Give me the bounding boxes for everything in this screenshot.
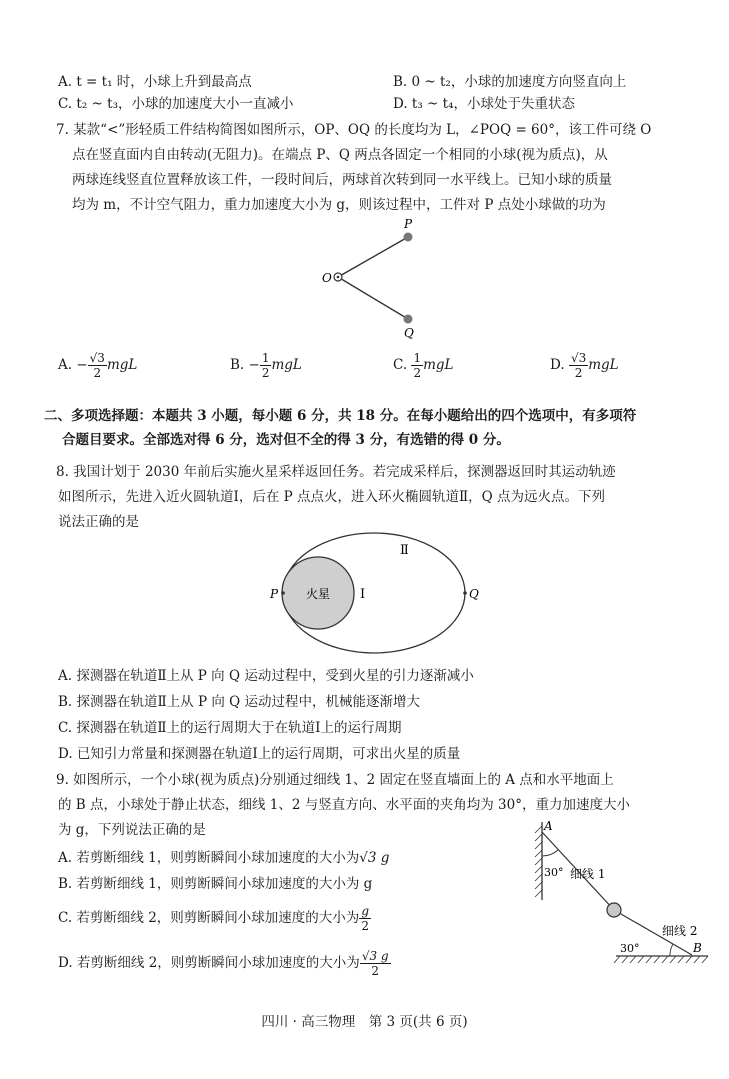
q9-stem-line-3: 为 g，下列说法正确的是 xyxy=(58,822,206,838)
label-orbit-i: Ⅰ xyxy=(360,587,366,602)
q7-stem-line-4: 均为 m，不计空气阻力，重力加速度大小为 g，则该过程中，工件对 P 点处小球做的功为 xyxy=(72,197,606,213)
q7-option-c: C. $\frac{1}{2}$ mgL xyxy=(393,351,454,380)
q6-option-c: C. t₂ ~ t₃，小球的加速度大小一直减小 xyxy=(58,96,294,112)
q9-stem-line-1: 9. 如图所示，一个小球(视为质点)分别通过细线 1、2 固定在竖直墙面上的 A 点和水平地面上 xyxy=(56,772,614,788)
q6-option-a: A. t = t₁ 时，小球上升到最高点 xyxy=(58,74,252,90)
q9-option-a: A. 若剪断细线 1，则剪断瞬间小球加速度的大小为√3 g xyxy=(58,850,390,866)
label-string-2: 细线 2 xyxy=(662,924,698,938)
label-p: P xyxy=(270,587,279,601)
q7-option-d: D. $\frac{√3}{2}$ mgL xyxy=(550,351,619,380)
angle-label-bottom: 30° xyxy=(620,942,640,955)
ball xyxy=(607,903,621,917)
label-string-1: 细线 1 xyxy=(570,867,606,881)
page-footer: 四川 · 高三物理 第 3 页(共 6 页) xyxy=(261,1014,468,1030)
q6-option-d: D. t₃ ~ t₄，小球处于失重状态 xyxy=(393,96,575,112)
q7-option-a: A. − $\frac{√3}{2}$ mgL xyxy=(58,351,138,380)
q7-lever-figure xyxy=(300,215,440,345)
q9-option-b: B. 若剪断细线 1，则剪断瞬间小球加速度的大小为 g xyxy=(58,876,373,892)
q7-stem-line-3: 两球连线竖直位置释放该工件，一段时间后，两球首次转到同一水平线上。已知小球的质量 xyxy=(72,172,612,188)
label-o: O xyxy=(322,271,332,285)
q8-option-d: D. 已知引力常量和探测器在轨道Ⅰ上的运行周期，可求出火星的质量 xyxy=(58,746,461,762)
section-2-heading-line-2: 合题目要求。全部选对得 6 分，选对但不全的得 3 分，有选错的得 0 分。 xyxy=(62,432,510,448)
angle-label-top: 30° xyxy=(544,866,564,879)
label-b: B xyxy=(693,941,702,955)
arm-op xyxy=(338,237,408,277)
q6-option-b: B. 0 ~ t₂，小球的加速度方向竖直向上 xyxy=(393,74,627,90)
arm-oq xyxy=(338,277,408,319)
label-p: P xyxy=(404,217,413,231)
point-p xyxy=(281,591,285,595)
q8-stem-line-2: 如图所示，先进入近火圆轨道Ⅰ，后在 P 点点火，进入环火椭圆轨道Ⅱ，Q 点为远火点。下列 xyxy=(58,489,606,505)
label-q: Q xyxy=(404,326,414,340)
q7-stem-line-2: 点在竖直面内自由转动(无阻力)。在端点 P、Q 两点各固定一个相同的小球(视为质点)，从 xyxy=(72,147,608,163)
q9-option-d: D. 若剪断细线 2，则剪断瞬间小球加速度的大小为 $\frac{√3 g}{2}$ xyxy=(58,949,389,978)
q7-option-b: B. − $\frac{1}{2}$ mgL xyxy=(230,351,302,380)
q8-option-c: C. 探测器在轨道Ⅱ上的运行周期大于在轨道Ⅰ上的运行周期 xyxy=(58,720,402,736)
ball-q xyxy=(404,315,413,324)
q9-string-figure xyxy=(522,818,712,968)
label-orbit-ii: Ⅱ xyxy=(400,543,409,558)
q8-orbit-figure xyxy=(262,524,482,656)
q8-option-a: A. 探测器在轨道Ⅱ上从 P 向 Q 运动过程中，受到火星的引力逐渐减小 xyxy=(58,668,474,684)
label-q: Q xyxy=(469,587,479,601)
section-2-heading-line-1: 二、多项选择题：本题共 3 小题，每小题 6 分，共 18 分。在每小题给出的四个选项中，有多项符 xyxy=(44,408,637,424)
q7-stem-line-1: 7. 某款“<”形轻质工件结构简图如图所示，OP、OQ 的长度均为 L，∠POQ = 60°，该工件可绕 O xyxy=(56,122,652,138)
label-mars: 火星 xyxy=(306,587,331,601)
ball-p xyxy=(404,233,413,242)
point-q xyxy=(463,591,467,595)
q9-stem-line-2: 的 B 点，小球处于静止状态，细线 1、2 与竖直方向、水平面的夹角均为 30°，重力加速度大小 xyxy=(58,797,630,813)
q8-stem-line-3: 说法正确的是 xyxy=(58,514,139,530)
label-a: A xyxy=(544,819,553,833)
q9-option-c: C. 若剪断细线 2，则剪断瞬间小球加速度的大小为 $\frac{g}{2}$ xyxy=(58,904,369,933)
q8-stem-line-1: 8. 我国计划于 2030 年前后实施火星采样返回任务。若完成采样后，探测器返回时其运动轨迹 xyxy=(56,464,616,480)
q8-option-b: B. 探测器在轨道Ⅱ上从 P 向 Q 运动过程中，机械能逐渐增大 xyxy=(58,694,420,710)
